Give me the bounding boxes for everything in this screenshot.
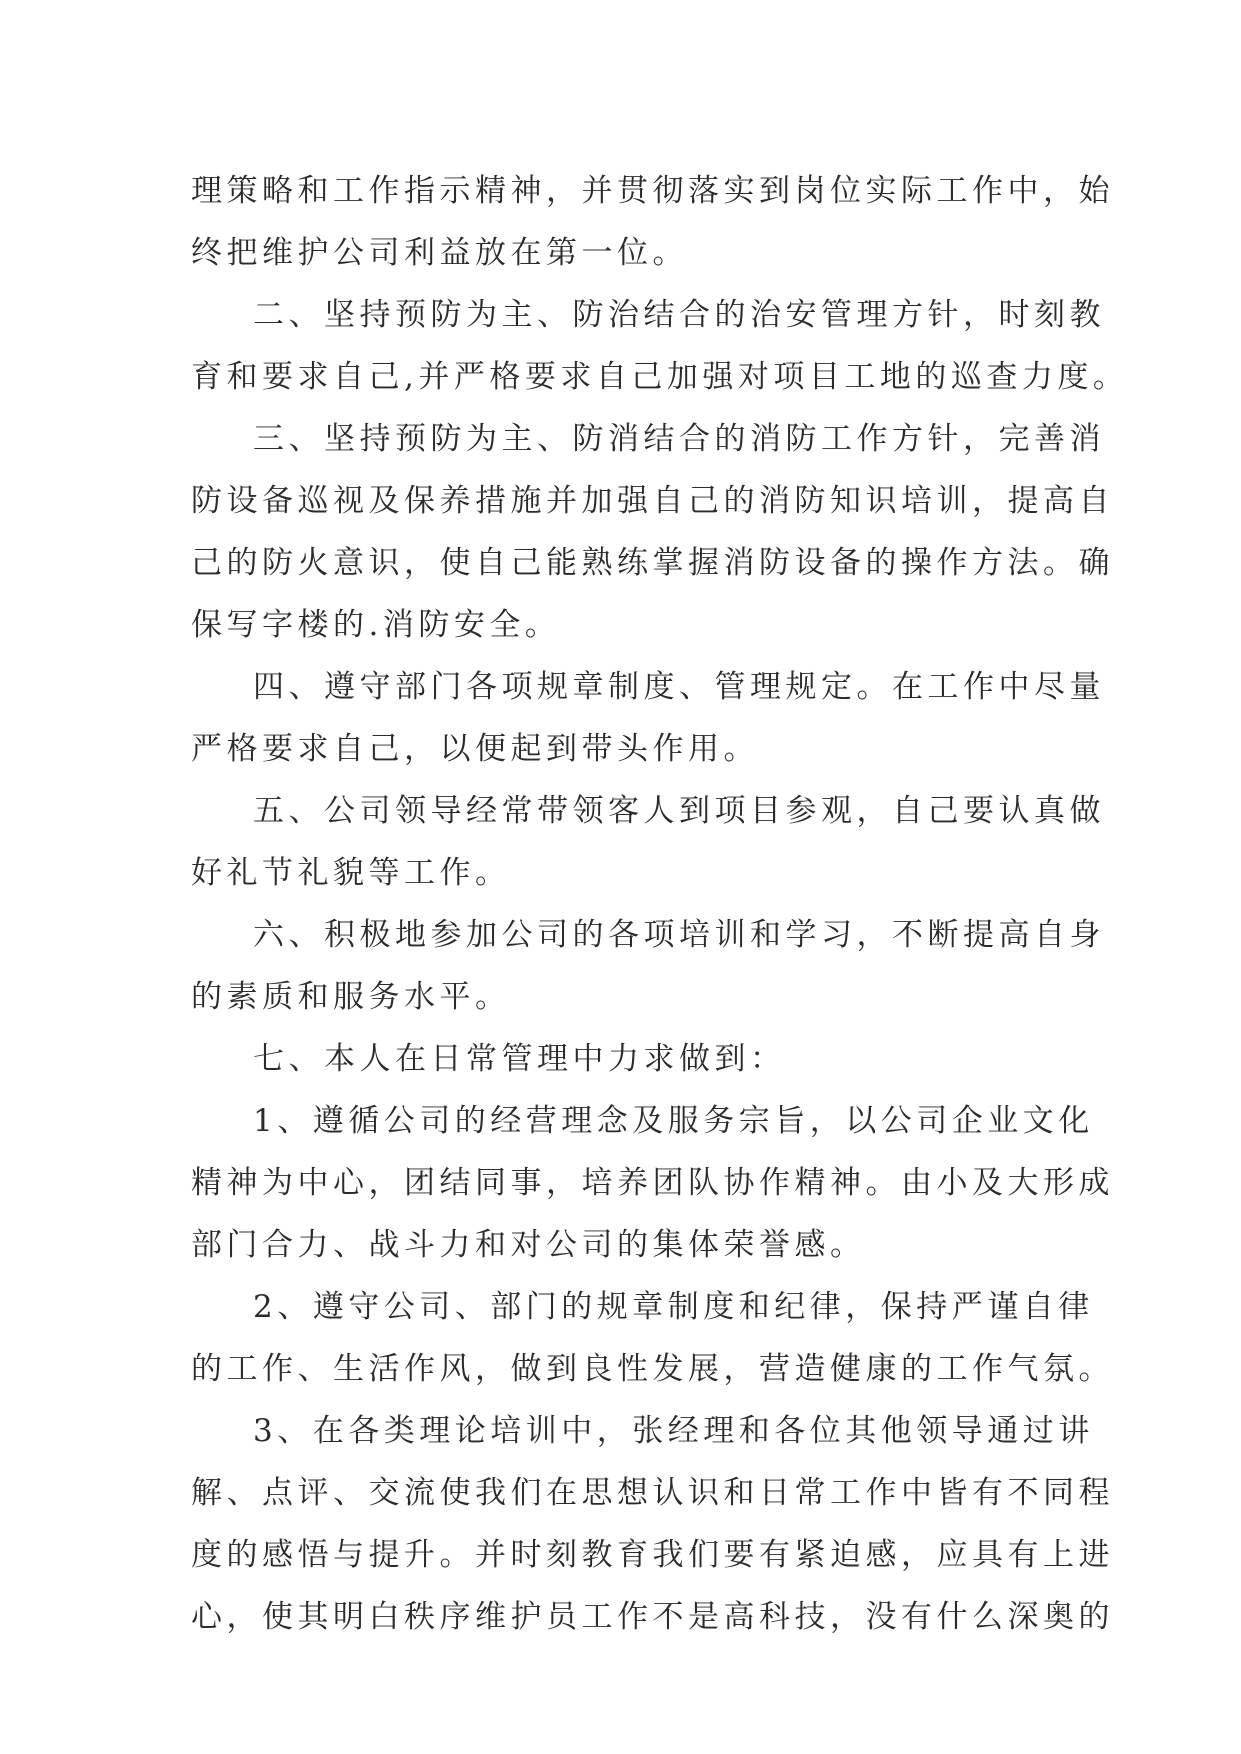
text-line: 好礼节礼貌等工作。: [191, 855, 511, 891]
text-line: 理策略和工作指示精神，并贯彻落实到岗位实际工作中，始: [191, 173, 1114, 209]
text-line: 己的防火意识，使自己能熟练掌握消防设备的操作方法。确: [191, 545, 1114, 581]
text-line: 七、本人在日常管理中力求做到：: [253, 1041, 786, 1077]
document-body: [191, 160, 1129, 1648]
text-line: 育和要求自己,并严格要求自己加强对项目工地的巡查力度。: [191, 359, 1129, 395]
text-line: 精神为中心，团结同事，培养团队协作精神。由小及大形成: [191, 1165, 1114, 1201]
text-line: 终把维护公司利益放在第一位。: [191, 235, 688, 271]
text-line: 保写字楼的.消防安全。: [191, 607, 561, 643]
text-line: 部门合力、战斗力和对公司的集体荣誉感。: [191, 1227, 866, 1263]
text-line: 防设备巡视及保养措施并加强自己的消防知识培训，提高自: [191, 483, 1114, 519]
text-line: 三、坚持预防为主、防消结合的消防工作方针，完善消: [253, 421, 1105, 457]
text-line: 四、遵守部门各项规章制度、管理规定。在工作中尽量: [253, 669, 1105, 705]
text-line: 解、点评、交流使我们在思想认识和日常工作中皆有不同程: [191, 1475, 1114, 1511]
text-line: 1、遵循公司的经营理念及服务宗旨，以公司企业文化: [253, 1103, 1094, 1139]
text-line: 3、在各类理论培训中，张经理和各位其他领导通过讲: [253, 1413, 1094, 1449]
text-line: 的素质和服务水平。: [191, 979, 511, 1015]
text-line: 度的感悟与提升。并时刻教育我们要有紧迫感，应具有上进: [191, 1537, 1114, 1573]
text-line: 二、坚持预防为主、防治结合的治安管理方针，时刻教: [253, 297, 1105, 333]
text-line: 的工作、生活作风，做到良性发展，营造健康的工作气氛。: [191, 1351, 1114, 1387]
text-line: 心，使其明白秩序维护员工作不是高科技，没有什么深奥的: [191, 1599, 1114, 1635]
text-line: 严格要求自己，以便起到带头作用。: [191, 731, 759, 767]
text-line: 六、积极地参加公司的各项培训和学习，不断提高自身: [253, 917, 1105, 953]
text-line: 五、公司领导经常带领客人到项目参观，自己要认真做: [253, 793, 1105, 829]
text-line: 2、遵守公司、部门的规章制度和纪律，保持严谨自律: [253, 1289, 1094, 1325]
